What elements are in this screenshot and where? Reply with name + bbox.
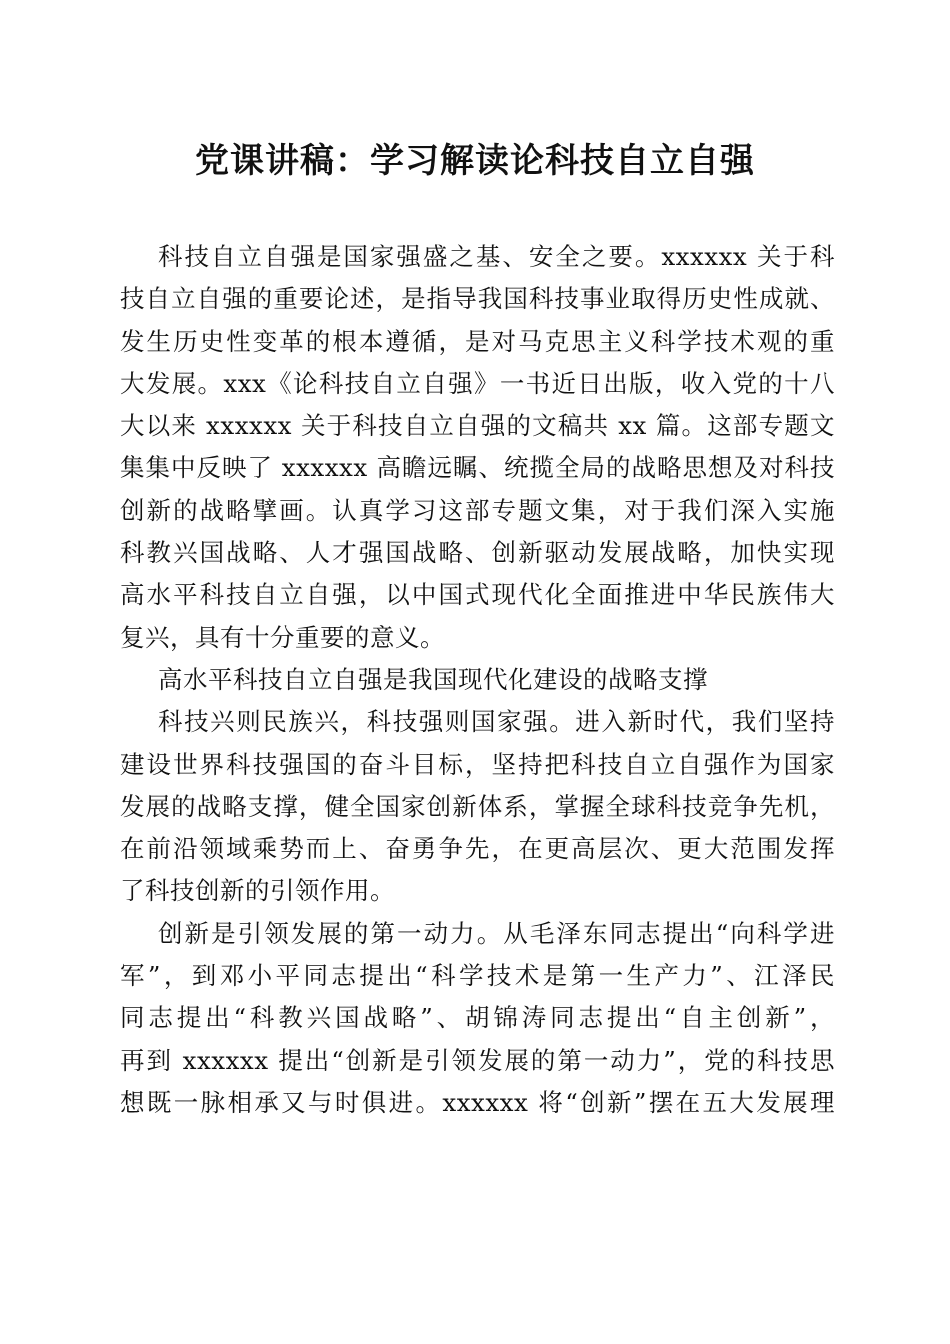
document-title: 党课讲稿：学习解读论科技自立自强 (195, 141, 755, 181)
paragraph-line: 科技自立自强是国家强盛之基、安全之要。xxxxxx 关于科 (158, 242, 835, 271)
paragraph-line: 科教兴国战略、人才强国战略、创新驱动发展战略，加快实现 (120, 538, 835, 568)
paragraph-line: 复兴，具有十分重要的意义。 (120, 622, 445, 652)
paragraph-line: 想既一脉相承又与时俱进。xxxxxx 将“创新”摆在五大发展理 (120, 1087, 835, 1117)
paragraph-line: 建设世界科技强国的奋斗目标，坚持把科技自立自强作为国家 (120, 749, 835, 779)
paragraph-line: 军”，到邓小平同志提出“科学技术是第一生产力”、江泽民 (120, 961, 835, 991)
paragraph-line: 大以来 xxxxxx 关于科技自立自强的文稿共 xx 篇。这部专题文 (120, 411, 835, 441)
paragraph-line: 在前沿领域乘势而上、奋勇争先，在更高层次、更大范围发挥 (120, 834, 835, 864)
paragraph-line: 发生历史性变革的根本遵循，是对马克思主义科学技术观的重 (120, 326, 835, 356)
paragraph-line: 大发展。xxx《论科技自立自强》一书近日出版，收入党的十八 (120, 368, 835, 398)
paragraph-line: 高水平科技自立自强，以中国式现代化全面推进中华民族伟大 (120, 580, 835, 610)
document-body (120, 236, 835, 1124)
paragraph-line: 发展的战略支撑，健全国家创新体系，掌握全球科技竞争先机， (120, 791, 835, 821)
paragraph-line: 了科技创新的引领作用。 (120, 876, 395, 906)
paragraph-line: 再到 xxxxxx 提出“创新是引领发展的第一动力”，党的科技思 (120, 1045, 835, 1075)
paragraph-line: 同志提出“科教兴国战略”、胡锦涛同志提出“自主创新”， (120, 1003, 835, 1033)
paragraph-line: 技自立自强的重要论述，是指导我国科技事业取得历史性成就、 (120, 284, 835, 314)
paragraph-line: 创新的战略擘画。认真学习这部专题文集，对于我们深入实施 (120, 495, 835, 525)
paragraph-line: 集集中反映了 xxxxxx 高瞻远瞩、统揽全局的战略思想及对科技 (120, 453, 835, 483)
paragraph-line: 科技兴则民族兴，科技强则国家强。进入新时代，我们坚持 (158, 707, 835, 737)
section-heading: 高水平科技自立自强是我国现代化建设的战略支撑 (158, 664, 708, 694)
paragraph-line: 创新是引领发展的第一动力。从毛泽东同志提出“向科学进 (158, 918, 835, 948)
